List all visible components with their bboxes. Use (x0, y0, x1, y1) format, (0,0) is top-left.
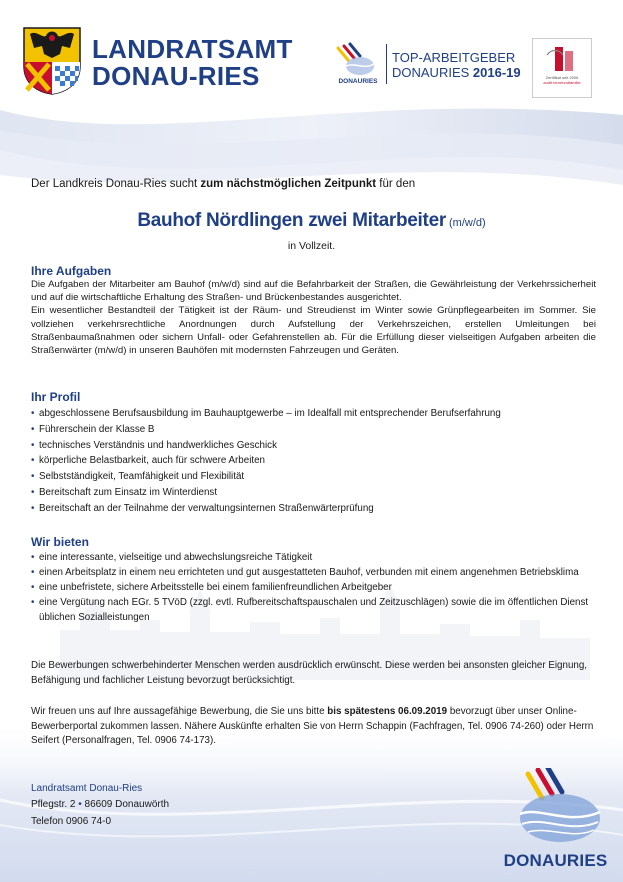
list-item: • eine Vergütung nach EGr. 5 TVöD (zzgl. evtl. Rufbereitschaftspauschalen und Zeitzuschlägen) sowie die im öffentlichen Dienst üblichen Sozialleistungen (31, 595, 596, 625)
section-bieten (31, 535, 596, 625)
list-item: • Bereitschaft an der Teilnahme der verwaltungsinternen Straßenwärterprüfung (31, 501, 596, 517)
donauries-logo-small-word: DONAURIES (338, 78, 378, 85)
coat-of-arms-icon (22, 26, 82, 96)
header-divider (386, 44, 387, 84)
org-name-line2: DONAU-RIES (92, 61, 260, 91)
footer-address (31, 796, 169, 830)
berufundfamilie-icon (533, 41, 591, 77)
top-arbeitgeber-brand: DONAURIES (392, 65, 470, 80)
job-title (0, 210, 623, 232)
certificate-text (536, 75, 588, 85)
job-subtitle: in Vollzeit. (287, 240, 336, 252)
intro-suffix: für den (376, 178, 416, 190)
footer-org-name: Landratsamt Donau-Ries (31, 783, 143, 794)
aufgaben-heading: Ihre Aufgaben (31, 264, 112, 278)
list-item: • eine unbefristete, sichere Arbeitsstelle bei einem familienfreundlichen Arbeitgeber (31, 580, 596, 595)
intro-bold: zum nächstmöglichen Zeitpunkt (200, 178, 377, 190)
bewerbung-suffix: bevorzugt über unser Online-Bewerberportal zukommen lassen. Nähere Auskünfte erhalten Sie von Herrn Schappin (Fachfragen, Tel. 0906 74-260) oder Herrn Seifert (Personalfragen, Tel. 0906 74-173). (31, 706, 594, 747)
aufgaben-paragraph-1: Die Aufgaben der Mitarbeiter am Bauhof (m/w/d) sind auf die Befahrbarkeit der Straßen, die Gewährleistung der Verkehrssicherheit und auf die wirtschaftliche Erhaltung des Straßen- und Brückenbestandes ausgerichtet. (31, 279, 596, 304)
donauries-logo-icon (334, 42, 382, 86)
profil-list (31, 406, 596, 517)
footer-phone: Telefon 0906 74-0 (31, 816, 112, 827)
bewerbung-paragraph (31, 705, 596, 749)
profil-heading: Ihr Profil (31, 390, 81, 404)
aufgaben-paragraph-2: Ein wesentlicher Bestandteil der Tätigkeit ist der Räum- und Streudienst im Winter sowie Grünpflegearbeiten im Sommer. Sie vollziehen verkehrsrechtliche Anordnungen durch Aufstellung der Verkehrszeichen, erstellen Umleitungen bei Straßenbaumaßnahmen oder sichern Unfall- oder Gefahrenstellen ab. Für die Erfüllung dieser vielseitigen Aufgaben arbeiten die Straßenwärter (m/w/d) in unseren Bauhöfen mit modernsten Fahrzeugen und Geräten. (31, 305, 596, 357)
top-arbeitgeber-line2 (392, 65, 521, 80)
list-item: • einen Arbeitsplatz in einem neu errichteten und gut ausgestatteten Bauhof, verbunden mit einem angenehmen Betriebsklima (31, 565, 596, 580)
list-item: • eine interessante, vielseitige und abwechslungsreiche Tätigkeit (31, 550, 596, 565)
top-arbeitgeber-badge (392, 50, 521, 80)
section-aufgaben (31, 264, 596, 357)
bewerbung-prefix: Wir freuen uns auf Ihre aussagefähige Bewerbung, die Sie uns bitte (31, 706, 328, 717)
job-title-main: Bauhof Nördlingen zwei Mitarbeiter (137, 210, 446, 231)
list-item: • Führerschein der Klasse B (31, 422, 596, 438)
list-item: • abgeschlossene Berufsausbildung im Bauhauptgewerbe – im Idealfall mit entsprechender Berufserfahrung (31, 406, 596, 422)
list-item: • Selbstständigkeit, Teamfähigkeit und Flexibilität (31, 469, 596, 485)
footer-city: 86609 Donauwörth (84, 799, 170, 810)
bewerbung-deadline: bis spätestens 06.09.2019 (327, 706, 448, 717)
list-item: • Bereitschaft zum Einsatz im Winterdienst (31, 485, 596, 501)
top-arbeitgeber-years: 2016-19 (472, 65, 521, 80)
section-profil (31, 390, 596, 517)
list-item: • körperliche Belastbarkeit, auch für schwere Arbeiten (31, 453, 596, 469)
intro-prefix: Der Landkreis Donau-Ries sucht (31, 178, 201, 190)
donauries-brand-word: DONAURIES (503, 851, 608, 870)
schwerbehindert-note: Die Bewerbungen schwerbehinderter Menschen werden ausdrücklich erwünscht. Diese werden bei ansonsten gleicher Eignung, Befähigung und fachlicher Leistung bevorzugt berücksichtigt. (31, 660, 588, 686)
footer-street-line (31, 796, 169, 813)
list-item: • technisches Verständnis und handwerkliches Geschick (31, 438, 596, 454)
org-name-line1: LANDRATSAMT (92, 34, 293, 64)
job-title-gender: (m/w/d) (445, 217, 486, 229)
certificate-text-line2: audit berufundfamilie (543, 80, 581, 85)
berufundfamilie-certificate (532, 38, 592, 98)
donauries-logo-large-icon (498, 768, 608, 844)
org-name (92, 36, 293, 90)
certificate-text-line1: Zertifikat seit 2006 (545, 75, 579, 80)
bieten-list (31, 550, 596, 625)
top-arbeitgeber-line1: TOP-ARBEITGEBER (392, 50, 516, 65)
footer-bullet: • (78, 799, 82, 810)
intro-text (31, 178, 596, 190)
footer-street: Pflegstr. 2 (31, 799, 76, 810)
bieten-heading: Wir bieten (31, 535, 89, 549)
